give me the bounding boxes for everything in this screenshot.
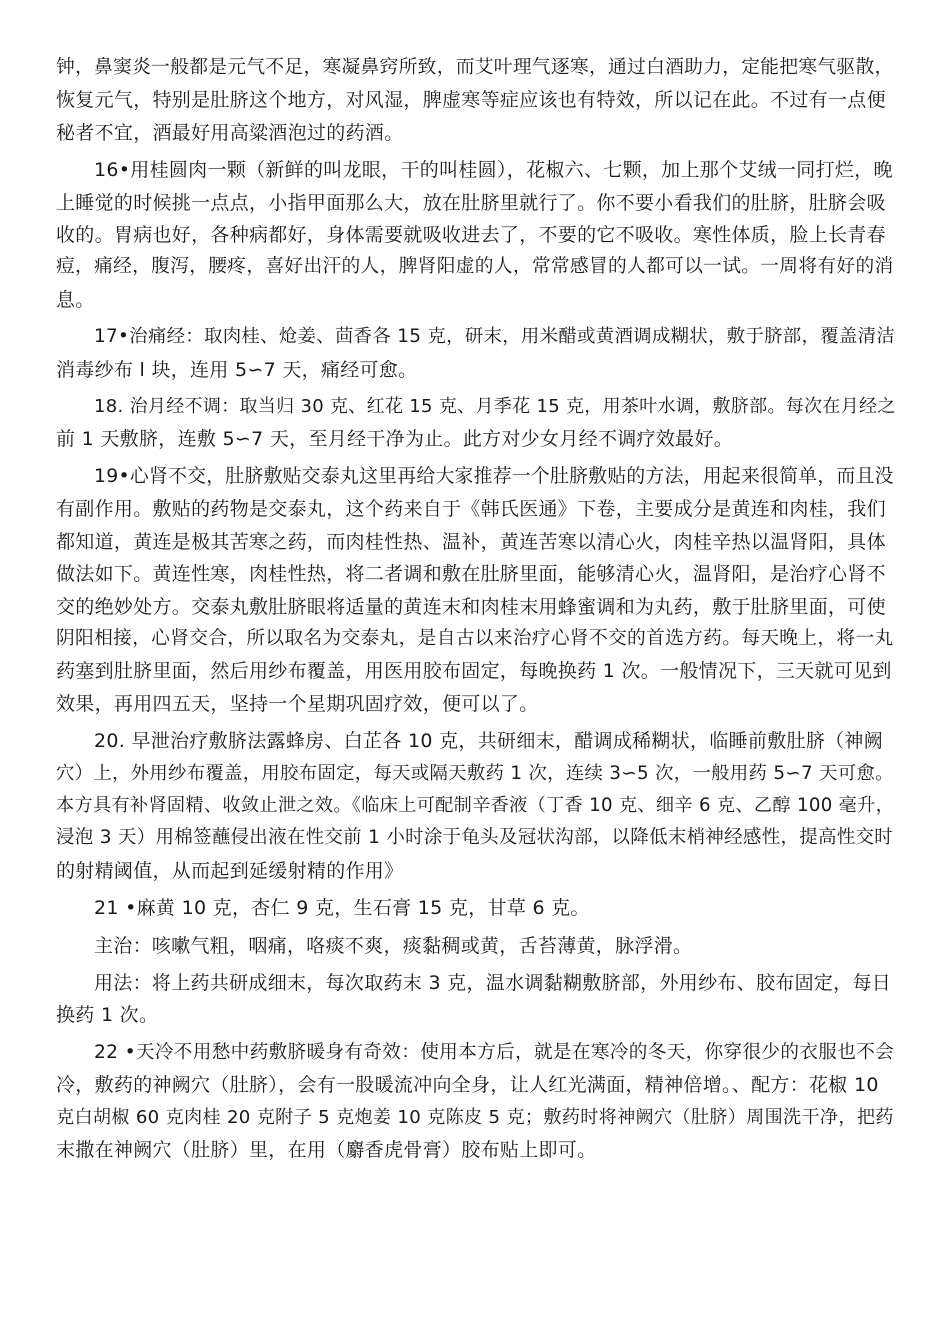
text-line: 做法如下。黄连性寒，肉桂性热，将二者调和敷在肚脐里面，能够清心火，温肾阳，是治疗心肾不 [56, 563, 886, 586]
paragraph-item-18 [56, 391, 898, 456]
text-line: 秘者不宜，酒最好用高粱酒泡过的药酒。 [56, 121, 404, 144]
text-line: 17•治痛经：取肉桂、炝姜、茴香各 15 克，研末，用米醋或黄酒调成糊状，敷于脐部，覆盖清洁 [94, 326, 896, 348]
text-line: 恢复元气，特别是肚脐这个地方，对风湿，脾虚寒等症应该也有特效，所以记在此。不过有一点便 [56, 89, 886, 112]
paragraph-item-19 [56, 461, 898, 720]
text-line: 息。 [56, 288, 95, 311]
paragraph-item-17 [56, 321, 898, 386]
paragraph-item-20 [56, 725, 898, 887]
text-line: 前 1 天敷脐，连敷 5∽7 天，至月经干净为止。此方对少女月经不调疗效最好。 [56, 428, 734, 451]
text-line: 阴阳相接，心肾交合，所以取名为交泰丸，是自古以来治疗心肾不交的首选方药。每天晚上，将一丸 [56, 627, 894, 649]
text-line: 效果，再用四五天，坚持一个星期巩固疗效，便可以了。 [56, 692, 539, 715]
text-line: 20. 早泄治疗敷脐法露蜂房、白芷各 10 克，共研细末，醋调成稀糊状，临睡前敷肚脐（神阙 [94, 730, 884, 753]
text-line: 收的。胃病也好，各种病都好，身体需要就吸收进去了，不要的它不吸收。寒性体质，脸上长青春 [56, 224, 886, 247]
document-page [56, 52, 898, 1171]
text-line: 上睡觉的时候挑一点点，小指甲面那么大，放在肚脐里就行了。你不要小看我们的肚脐，肚脐会吸 [56, 191, 886, 214]
text-line: 的射精阈值，从而起到延缓射精的作用》 [56, 859, 404, 882]
text-line: 浸泡 3 天）用棉签蘸侵出液在性交前 1 小时涂于龟头及冠状沟部，以降低末梢神经感性，提高性交时 [56, 827, 894, 849]
text-line: 有副作用。敷贴的药物是交泰丸，这个药来自于《韩氏医通》下卷，主要成分是黄连和肉桂，我们 [56, 498, 886, 521]
text-line: 16•用桂圆肉一颗（新鲜的叫龙眼，干的叫桂圆），花椒六、七颗，加上那个艾绒一同打烂，晚 [94, 159, 893, 182]
text-line: 交的绝妙处方。交泰丸敷肚脐眼将适量的黄连末和肉桂末用蜂蜜调和为丸药，敷于肚脐里面，可使 [56, 595, 886, 618]
text-line: 主治：咳嗽气粗，咽痛，咯痰不爽，痰黏稠或黄，舌苔薄黄，脉浮滑。 [94, 934, 693, 957]
text-line: 末撒在神阙穴（肚脐）里，在用（麝香虎骨膏）胶布贴上即可。 [56, 1139, 597, 1161]
text-line: 药塞到肚脐里面，然后用纱布覆盖，用医用胶布固定，每晚换药 1 次。一般情况下，三天就可见到 [56, 660, 892, 683]
paragraph-item-16 [56, 154, 898, 316]
paragraph-item-22 [56, 1037, 898, 1167]
text-line: 钟，鼻窦炎一般都是元气不足，寒凝鼻窍所致，而艾叶理气逐寒，通过白酒助力，定能把寒气驱散， [56, 57, 894, 78]
text-line: 都知道，黄连是极其苦寒之药，而肉桂性热、温补，黄连苦寒以清心火，肉桂辛热以温肾阳，具体 [56, 530, 886, 553]
paragraph-intro [56, 52, 898, 149]
text-line: 用法：将上药共研成细末，每次取药末 3 克，温水调黏糊敷脐部，外用纱布、胶布固定，每日 [94, 971, 892, 994]
text-line: 换药 1 次。 [56, 1004, 159, 1027]
text-line: 本方具有补肾固精、收敛止泄之效。《临床上可配制辛香液（丁香 10 克、细辛 6 克、乙醇 100 毫升， [56, 794, 895, 816]
text-line: 穴）上，外用纱布覆盖，用胶布固定，每天或隔天敷药 1 次，连续 3∽5 次，一般用药 5∽7 天可愈。 [56, 762, 894, 784]
text-line: 克白胡椒 60 克肉桂 20 克附子 5 克炮姜 10 克陈皮 5 克；敷药时将神阙穴（肚脐）周围洗干净，把药 [56, 1106, 894, 1128]
paragraph-item-21 [56, 892, 898, 924]
text-line: 冷，敷药的神阙穴（肚脐），会有一股暖流冲向全身，让人红光满面，精神倍增。、配方：花椒 10 [56, 1074, 879, 1097]
paragraph-item-21-usage [56, 967, 898, 1032]
text-line: 痘，痛经，腹泻，腰疼，喜好出汗的人，脾肾阳虚的人，常常感冒的人都可以一试。一周将有好的消 [56, 256, 894, 278]
text-line: 21 •麻黄 10 克，杏仁 9 克，生石膏 15 克，甘草 6 克。 [94, 897, 590, 920]
text-line: 18. 治月经不调：取当归 30 克、红花 15 克、月季花 15 克，用茶叶水调，敷脐部。每次在月经之 [94, 396, 896, 418]
text-line: 19•心肾不交，肚脐敷贴交泰丸这里再给大家推荐一个肚脐敷贴的方法，用起来很简单，而且没 [94, 465, 894, 487]
paragraph-item-21-indication [56, 930, 898, 962]
text-line: 22 •天冷不用愁中药敷脐暖身有奇效：使用本方后，就是在寒冷的冬天，你穿很少的衣服也不会 [94, 1041, 895, 1063]
text-line: 消毒纱布 l 块，连用 5∽7 天，痛经可愈。 [56, 358, 418, 381]
